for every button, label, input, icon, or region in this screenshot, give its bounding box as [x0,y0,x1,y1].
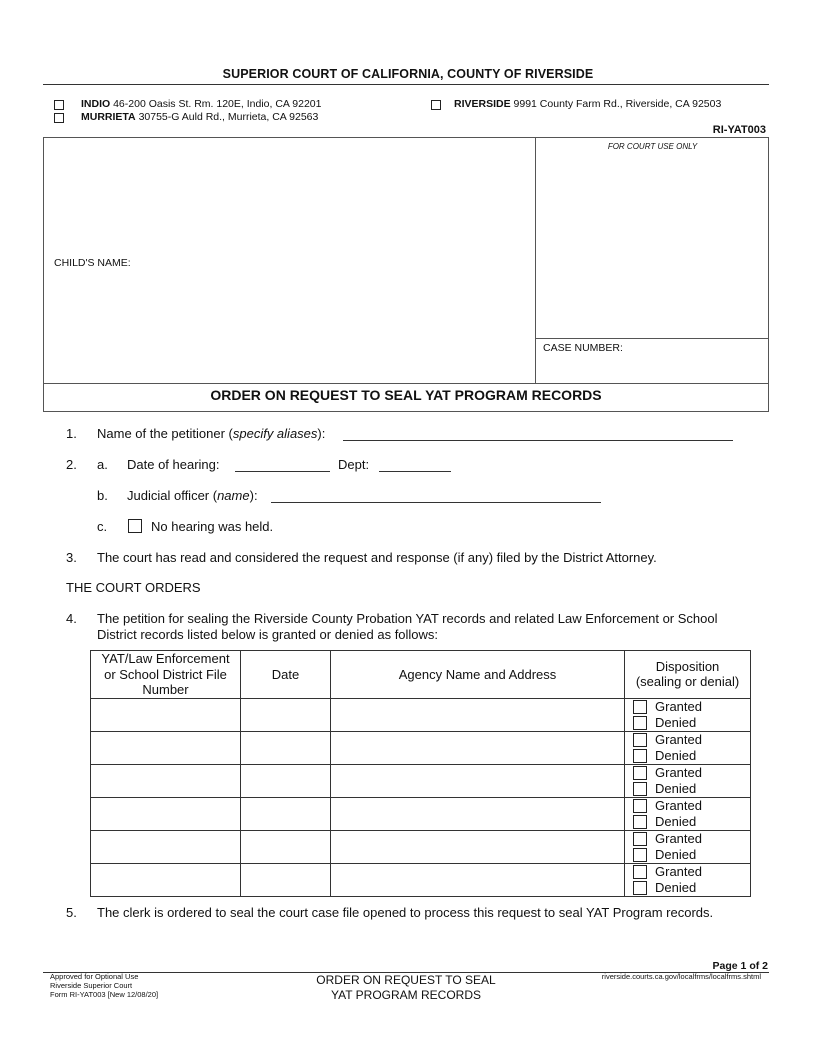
item-3-number: 3. [66,550,77,565]
granted-checkbox[interactable] [633,766,647,780]
case-number-divider [535,338,769,339]
hearing-date-label: Date of hearing: [127,457,220,472]
file-number-cell[interactable] [91,830,241,863]
date-cell[interactable] [241,731,331,764]
dept-label: Dept: [338,457,370,472]
denied-checkbox[interactable] [633,782,647,796]
granted-option [625,732,750,748]
hearing-date-field[interactable] [235,471,330,472]
denied-checkbox[interactable] [633,881,647,895]
page-number: Page 1 of 2 [712,960,768,972]
denied-label: Denied [655,813,697,829]
date-cell[interactable] [241,698,331,731]
granted-label: Granted [655,830,702,846]
denied-option [625,781,750,797]
indio-checkbox[interactable] [54,100,64,110]
granted-checkbox[interactable] [633,832,647,846]
disposition-header: Disposition (sealing or denial) [625,651,751,699]
item-1-label: Name of the petitioner (specify aliases): [97,426,326,441]
disposition-cell [625,731,751,764]
table-row [91,797,751,830]
murrieta-checkbox[interactable] [54,113,64,123]
agency-header: Agency Name and Address [331,651,625,699]
disposition-cell [625,698,751,731]
footer-url: riverside.courts.ca.gov/localfrms/localfrms.shtml [601,972,761,981]
file-number-cell[interactable] [91,764,241,797]
caption-divider [535,137,536,383]
agency-cell[interactable] [331,731,625,764]
judicial-officer-label: Judicial officer (name): [127,488,258,503]
granted-option [625,831,750,847]
date-cell[interactable] [241,830,331,863]
court-title: SUPERIOR COURT OF CALIFORNIA, COUNTY OF RIVERSIDE [222,67,594,81]
denied-option [625,748,750,764]
granted-label: Granted [655,797,702,813]
disposition-cell [625,863,751,896]
table-row [91,863,751,896]
murrieta-location: MURRIETA 30755-G Auld Rd., Murrieta, CA 92563 [81,111,319,123]
denied-option [625,880,750,896]
granted-label: Granted [655,731,702,747]
table-row [91,698,751,731]
table-row [91,731,751,764]
granted-checkbox[interactable] [633,733,647,747]
denied-checkbox[interactable] [633,716,647,730]
granted-label: Granted [655,863,702,879]
file-number-cell[interactable] [91,863,241,896]
no-hearing-label: No hearing was held. [151,519,274,534]
indio-location: INDIO 46-200 Oasis St. Rm. 120E, Indio, CA 92201 [81,98,322,110]
item-4-line2: District records listed below is granted or denied as follows: [97,627,439,642]
records-table [90,650,751,897]
item-2b-letter: b. [97,488,108,503]
item-2c-letter: c. [97,519,108,534]
file-number-cell[interactable] [91,797,241,830]
date-cell[interactable] [241,764,331,797]
case-number-label: CASE NUMBER: [543,342,623,354]
denied-checkbox[interactable] [633,815,647,829]
denied-checkbox[interactable] [633,848,647,862]
date-cell[interactable] [241,797,331,830]
no-hearing-checkbox[interactable] [128,519,142,533]
item-4-line1: The petition for sealing the Riverside County Probation YAT records and related Law Enforcement or School [97,611,718,626]
item-2a-letter: a. [97,457,108,472]
file-number-header: YAT/Law Enforcement or School District File Number [91,651,241,699]
date-cell[interactable] [241,863,331,896]
denied-option [625,847,750,863]
court-orders-heading: THE COURT ORDERS [66,580,201,595]
agency-cell[interactable] [331,863,625,896]
item-5-text: The clerk is ordered to seal the court case file opened to process this request to seal YAT Program records. [97,905,714,920]
agency-cell[interactable] [331,830,625,863]
court-use-label: FOR COURT USE ONLY [607,142,698,151]
petitioner-name-field[interactable] [343,440,733,441]
granted-option [625,699,750,715]
form-number: RI-YAT003 [712,124,766,136]
granted-option [625,864,750,880]
granted-label: Granted [655,764,702,780]
granted-checkbox[interactable] [633,799,647,813]
file-number-cell[interactable] [91,698,241,731]
agency-cell[interactable] [331,797,625,830]
agency-cell[interactable] [331,764,625,797]
riverside-checkbox[interactable] [431,100,441,110]
form-title: ORDER ON REQUEST TO SEAL YAT PROGRAM RECORDS [210,387,602,403]
denied-label: Denied [655,846,697,862]
case-number-field[interactable] [543,356,763,378]
granted-option [625,798,750,814]
denied-label: Denied [655,879,697,895]
granted-checkbox[interactable] [633,700,647,714]
footer-title: ORDER ON REQUEST TO SEAL YAT PROGRAM RECORDS [316,973,496,1002]
denied-checkbox[interactable] [633,749,647,763]
item-4-number: 4. [66,611,77,626]
dept-field[interactable] [379,471,451,472]
table-row [91,830,751,863]
denied-label: Denied [655,780,697,796]
file-number-cell[interactable] [91,731,241,764]
item-1-number: 1. [66,426,77,441]
disposition-cell [625,830,751,863]
granted-checkbox[interactable] [633,865,647,879]
disposition-cell [625,764,751,797]
approved-block: Approved for Optional Use Riverside Superior Court Form RI-YAT003 [New 12/08/20] [50,972,159,999]
disposition-cell [625,797,751,830]
title-divider [43,383,769,384]
denied-option [625,715,750,731]
agency-cell[interactable] [331,698,625,731]
granted-label: Granted [655,698,702,714]
child-name-field[interactable] [140,250,525,272]
denied-option [625,814,750,830]
child-name-label: CHILD'S NAME: [54,257,131,269]
item-5-number: 5. [66,905,77,920]
judicial-officer-field[interactable] [271,502,601,503]
denied-label: Denied [655,747,697,763]
item-2-number: 2. [66,457,77,472]
granted-option [625,765,750,781]
table-row [91,764,751,797]
item-3-text: The court has read and considered the request and response (if any) filed by the District Attorney. [97,550,657,565]
date-header: Date [241,651,331,699]
riverside-location: RIVERSIDE 9991 County Farm Rd., Riverside, CA 92503 [454,98,722,110]
table-header-row [91,651,751,699]
denied-label: Denied [655,714,697,730]
header-rule [43,84,769,85]
